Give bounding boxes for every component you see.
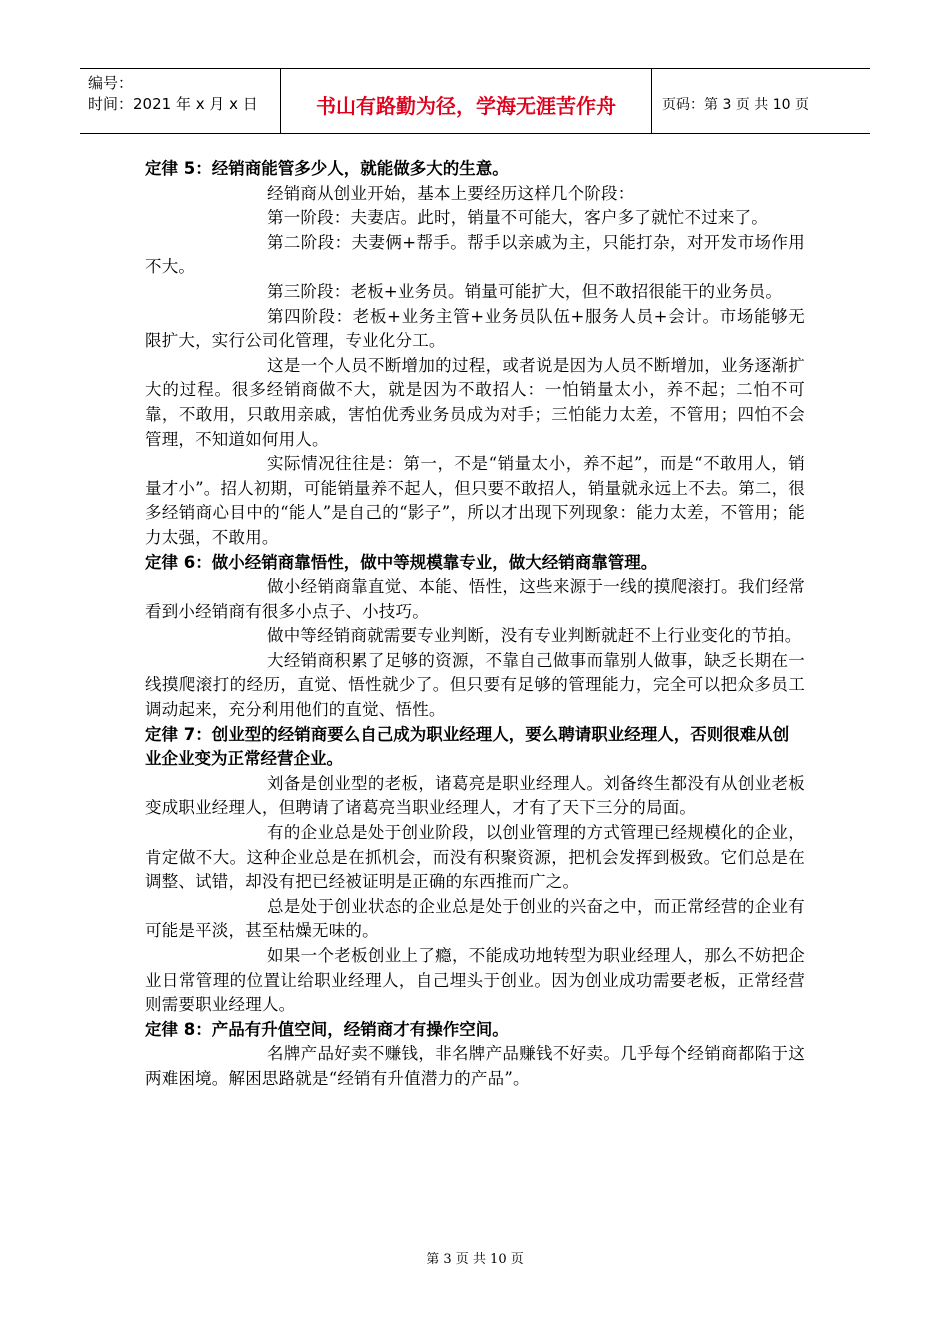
- paragraph: 第一阶段：夫妻店。此时，销量不可能大，客户多了就忙不过来了。: [267, 208, 768, 228]
- heading-law-6: 定律 6：做小经销商靠悟性，做中等规模靠专业，做大经销商靠管理。: [145, 552, 658, 572]
- time-label: 时间：2021 年 x 月 x 日: [88, 95, 258, 113]
- number-label: 编号：: [88, 74, 134, 92]
- paragraph: 实际情况往往是：第一，不是“销量太小，养不起”，而是“不敢用人，销量才小”。招人初期，可能销量养不起人，但只要不敢招人，销量就永远上不去。第二，很多经销商心目中的“能人”是自己的“影子”，所以才出现下列现象：能力太差，不管用；能力太强，不敢用。: [145, 454, 805, 547]
- page-header: [80, 68, 870, 134]
- paragraph: 总是处于创业状态的企业总是处于创业的兴奋之中，而正常经营的企业有可能是平淡，甚至枯燥无味的。: [145, 896, 805, 941]
- paragraph: 做小经销商靠直觉、本能、悟性，这些来源于一线的摸爬滚打。我们经常看到小经销商有很多小点子、小技巧。: [145, 577, 805, 621]
- heading-law-7: 定律 7：创业型的经销商要么自己成为职业经理人，要么聘请职业经理人，否则很难从创业企业变为正常经营企业。: [145, 724, 790, 769]
- paragraph: 这是一个人员不断增加的过程，或者说是因为人员不断增加，业务逐渐扩大的过程。很多经销商做不大，就是因为不敢招人：一怕销量太小，养不起；二怕不可靠，不敢用，只敢用亲戚，害怕优秀业务员成为对手；三怕能力太差，不管用；四怕不会管理，不知道如何用人。: [145, 355, 805, 449]
- paragraph: 第三阶段：老板+业务员。销量可能扩大，但不敢招很能干的业务员。: [267, 281, 783, 301]
- paragraph: 第四阶段：老板+业务主管+业务员队伍+服务人员+会计。市场能够无限扩大，实行公司化管理，专业化分工。: [145, 306, 805, 351]
- paragraph: 做中等经销商就需要专业判断，没有专业判断就赶不上行业变化的节拍。: [267, 626, 802, 646]
- header-motto: 书山有路勤为径，学海无涯苦作舟: [280, 69, 652, 133]
- paragraph: 大经销商积累了足够的资源，不靠自己做事而靠别人做事，缺乏长期在一线摸爬滚打的经历，直觉、悟性就少了。但只要有足够的管理能力，完全可以把众多员工调动起来，充分利用他们的直觉、悟性。: [145, 650, 805, 720]
- paragraph: 名牌产品好卖不赚钱，非名牌产品赚钱不好卖。几乎每个经销商都陷于这两难困境。解困思路就是“经销有升值潜力的产品”。: [145, 1044, 805, 1088]
- header-page-info: 页码：第 3 页 共 10 页: [662, 97, 809, 113]
- heading-law-8: 定律 8：产品有升值空间，经销商才有操作空间。: [145, 1019, 509, 1039]
- header-meta: [80, 69, 280, 133]
- paragraph: 刘备是创业型的老板，诸葛亮是职业经理人。刘备终生都没有从创业老板变成职业经理人，但聘请了诸葛亮当职业经理人，才有了天下三分的局面。: [145, 773, 805, 818]
- paragraph: 经销商从创业开始，基本上要经历这样几个阶段：: [267, 183, 635, 203]
- paragraph: 如果一个老板创业上了瘾，不能成功地转型为职业经理人，那么不妨把企业日常管理的位置让给职业经理人，自己埋头于创业。因为创业成功需要老板，正常经营则需要职业经理人。: [145, 946, 805, 1015]
- heading-law-5: 定律 5：经销商能管多少人，就能做多大的生意。: [145, 159, 509, 178]
- paragraph: 有的企业总是处于创业阶段，以创业管理的方式管理已经规模化的企业，肯定做不大。这种企业总是在抓机会，而没有积聚资源，把机会发挥到极致。它们总是在调整、试错，却没有把已经被证明是正确的东西推而广之。: [145, 823, 805, 892]
- page-footer: 第 3 页 共 10 页: [426, 1252, 524, 1267]
- document-body: [145, 157, 805, 1092]
- paragraph: 第二阶段：夫妻俩+帮手。帮手以亲戚为主，只能打杂，对开发市场作用不大。: [145, 232, 805, 277]
